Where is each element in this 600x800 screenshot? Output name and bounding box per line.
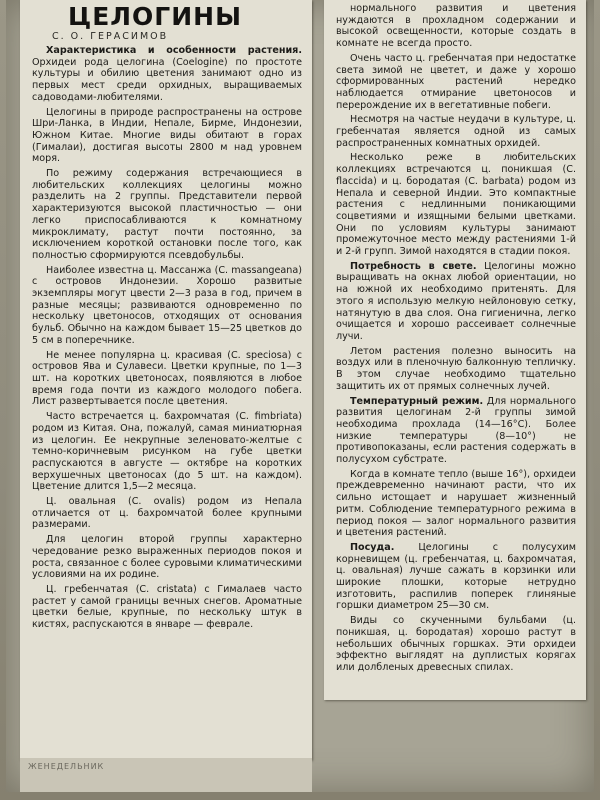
- paragraph-text: Когда в комнате тепло (выше 16°), орхидеи преждевременно начинают расти, что их сильно истощает и нарушает жизненный ритм. Соблюдение температурного режима в период покоя — залог нормального развития и цветения растений.: [336, 468, 576, 539]
- paragraph-text: Для нормального развития целогинам 2-й группы зимой необходима прохлада (14—16°С). Более низкие температуры (8—10°) не противопоказаны, если растения содержать в полусухом субстрате.: [336, 395, 577, 466]
- article-paragraph: [32, 168, 302, 262]
- paragraph-text: Очень часто ц. гребенчатая при недостатке света зимой не цветет, и даже у хорошо сформированных растений нередко наблюдается отмирание цветоносов и перерождение их в вегетативные побеги.: [336, 52, 576, 111]
- paragraph-text: Виды со скученными бульбами (ц. поникшая, ц. бородатая) хорошо растут в небольших обычных горшках. Эти орхидеи эффектно выглядят на дуплистых корягах или долбленых древесных спилах.: [336, 615, 576, 673]
- section-heading: Посуда.: [350, 541, 395, 553]
- scrapbook-page: [6, 0, 594, 792]
- article-paragraph: [32, 107, 302, 166]
- article-paragraph: [32, 350, 302, 409]
- article-paragraph: [336, 542, 576, 612]
- paragraph-text: Часто встречается ц. бахромчатая (C. fimbriata) родом из Китая. Она, пожалуй, самая миниатюрная из целогин. Ее некрупные зеленовато-желтые с темно-коричневым рисунком на губе цветки распускаются в августе — октябре на коротких верхушечных цветоносах (до 5 шт. на каждом). Цветение длится 1,5—2 месяца.: [32, 411, 302, 493]
- article-paragraph: [336, 3, 576, 50]
- article-paragraph: [32, 496, 302, 531]
- paragraph-text: Летом растения полезно выносить на воздух или в пленочную балконную тепличку. В этом случае необходимо тщательно защитить их от прямых солнечных лучей.: [336, 345, 576, 392]
- article-paragraph: [336, 615, 576, 674]
- article-paragraph: [336, 114, 576, 149]
- section-heading: Потребность в свете.: [350, 260, 477, 272]
- clipping-left: [20, 0, 312, 760]
- paragraph-text: Для целогин второй группы характерно чередование резко выраженных периодов покоя и роста, связанное с более суровыми климатическими условиями на их родине.: [32, 534, 302, 581]
- article-title: ЦЕЛОГИНЫ: [68, 2, 242, 31]
- left-column: [20, 0, 312, 631]
- article-paragraph: [336, 396, 576, 466]
- article-paragraph: [32, 45, 302, 104]
- article-author: С. О. ГЕРАСИМОВ: [52, 31, 169, 42]
- paragraph-text: Ц. овальная (C. ovalis) родом из Непала отличается от ц. бахромчатой более крупными размерами.: [32, 496, 302, 531]
- section-heading: Температурный режим.: [350, 395, 484, 407]
- article-paragraph: [32, 584, 302, 631]
- paragraph-text: Несколько реже в любительских коллекциях встречаются ц. поникшая (C. flaccida) и ц. бородатая (C. barbata) родом из Непала и северной Индии. Это компактные растения с недлинными поникающими соцветиями и изящными белыми цветками. Они по условиям культуры занимают промежуточное место между растениями 1-й и 2-й групп. Зимой находятся в стадии покоя.: [336, 152, 576, 258]
- bottom-clipping-strip: [20, 758, 312, 792]
- paragraph-text: Несмотря на частые неудачи в культуре, ц. гребенчатая является одной из самых распространенных комнатных орхидей.: [336, 114, 576, 149]
- section-heading: Характеристика и особенности растения.: [46, 45, 302, 56]
- paragraph-text: Целогины с полусухим корневищем (ц. гребенчатая, ц. бахромчатая, ц. овальная) лучше сажать в корзинки или широкие плошки, которые нетрудно изготовить, распилив поперек глиняные горшки диаметром 25—30 см.: [336, 541, 576, 612]
- paragraph-text: Целогины можно выращивать на окнах любой ориентации, но на южной их необходимо притенять. Для этого я использую мелкую нейлоновую сетку, натянутую в два слоя. Она гигиенична, легко очищается и хорошо рассеивает солнечные лучи.: [336, 260, 577, 342]
- article-paragraph: [32, 265, 302, 347]
- paragraph-text: Не менее популярна ц. красивая (C. speciosa) с островов Ява и Сулавеси. Цветки крупные, по 1—3 шт. на коротких цветоносах, появляются в любое время года почти из каждого молодого побега. Лист развертывается после цветения.: [32, 349, 302, 408]
- paragraph-text: Ц. гребенчатая (C. cristata) с Гималаев часто растет у самой границы вечных снегов. Ароматные цветки белые, крупные, по нескольку штук в кистях, распускаются в январе — феврале.: [32, 583, 302, 631]
- paragraph-text: Целогины в природе распространены на острове Шри-Ланка, в Индии, Непале, Бирме, Индонезии, Южном Китае. Многие виды обитают в горах (Гималаи), достигая высоты 2800 м над уровнем моря.: [32, 106, 302, 165]
- bottom-strip-text: ЖЕНЕДЕЛЬНИК: [28, 762, 105, 771]
- article-paragraph: [336, 53, 576, 112]
- article-paragraph: [32, 411, 302, 493]
- paragraph-text: Орхидеи рода целогина (Coelogine) по простоте культуры и обилию цветения занимают одно из первых мест среди орхидных, выращиваемых садоводами-любителями.: [32, 56, 302, 103]
- clipping-right: [324, 0, 586, 700]
- article-paragraph: [336, 469, 576, 539]
- article-paragraph: [32, 534, 302, 581]
- paragraph-text: Наиболее известна ц. Массанжа (C. massangeana) с островов Индонезии. Хорошо развитые экземпляры могут цвести 2—3 раза в год, причем в разные месяцы; развиваются одновременно по нескольку цветоносов, отходящих от основания бульб. Обычно на каждом бывает 15—25 цветков до 5 см в поперечнике.: [32, 264, 302, 346]
- paragraph-text: нормального развития и цветения нуждаются в прохладном содержании и высокой освещенности, которые создать в комнате не всегда просто.: [336, 3, 576, 50]
- article-paragraph: [336, 261, 576, 343]
- article-paragraph: [336, 346, 576, 393]
- right-column: [324, 0, 586, 674]
- paragraph-text: По режиму содержания встречающиеся в любительских коллекциях целогины можно разделить на 2 группы. Представители первой характеризуются высокой пластичностью — они легко приспосабливаются к комнатному микроклимату, растут почти постоянно, за исключением короткой остановки после того, как полностью сформируются псевдобульбы.: [32, 168, 302, 261]
- article-paragraph: [336, 152, 576, 257]
